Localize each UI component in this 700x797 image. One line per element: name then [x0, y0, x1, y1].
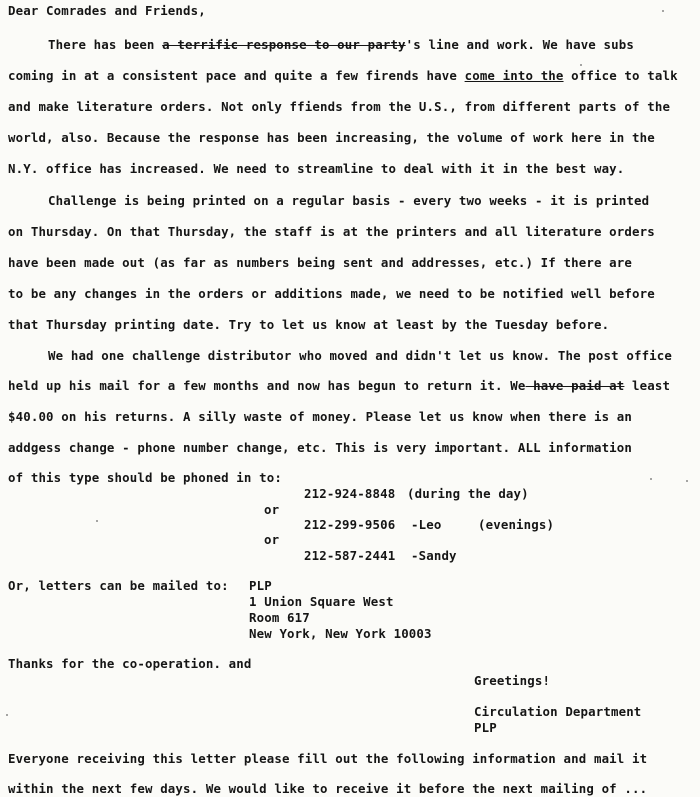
text-segment: office to talk — [563, 68, 678, 83]
salutation: Dear Comrades and Friends, — [8, 3, 206, 18]
paragraph-2-line-2: on Thursday. On that Thursday, the staff is at the printers and all literature orders — [8, 224, 655, 239]
struck-text: a terrific response to our party — [162, 37, 406, 52]
phone-note-evenings: (evenings) — [478, 517, 555, 532]
mail-address-line-2: 1 Union Square West — [249, 594, 394, 609]
phone-number-day: 212-924-8848 — [304, 486, 396, 501]
phone-name-sandy: -Sandy — [411, 548, 457, 563]
mail-address-line-1: PLP — [249, 578, 272, 593]
text-segment: 's line and work. We have subs — [405, 37, 634, 52]
paper-speck — [686, 480, 688, 482]
paper-speck — [650, 478, 652, 480]
phone-number-leo: 212-299-9506 — [304, 517, 396, 532]
paragraph-1-line-1 — [48, 37, 634, 52]
closing-line-1: Everyone receiving this letter please fill out the following information and mail it — [8, 751, 648, 766]
phone-number-sandy: 212-587-2441 — [304, 548, 396, 563]
mail-address-line-3: Room 617 — [249, 610, 310, 625]
paragraph-2-line-3: have been made out (as far as numbers being sent and addresses, etc.) If there are — [8, 255, 633, 270]
or-separator: or — [264, 532, 280, 547]
mail-intro: Or, letters can be mailed to: — [8, 578, 229, 593]
signature-org: PLP — [474, 720, 497, 735]
thanks-line: Thanks for the co-operation. and — [8, 656, 252, 671]
paragraph-2-line-1: Challenge is being printed on a regular basis - every two weeks - it is printed — [48, 193, 650, 208]
paragraph-1-line-5: N.Y. office has increased. We need to streamline to deal with it in the best way. — [8, 161, 625, 176]
paper-speck — [662, 10, 664, 12]
paragraph-3-line-3: $40.00 on his returns. A silly waste of money. Please let us know when there is an — [8, 409, 633, 424]
paragraph-1-line-4: world, also. Because the response has been increasing, the volume of work here in the — [8, 130, 655, 145]
paragraph-3-line-4: addgess change - phone number change, etc. This is very important. ALL information — [8, 440, 633, 455]
paragraph-1-line-2 — [8, 68, 678, 83]
paragraph-1-line-3: and make literature orders. Not only ffiends from the U.S., from different parts of the — [8, 99, 671, 114]
underlined-text: come into the — [464, 68, 564, 83]
struck-text: have paid at — [525, 378, 625, 393]
closing-line-2: within the next few days. We would like to receive it before the next mailing of ... — [8, 781, 648, 796]
paragraph-3-line-5: of this type should be phoned in to: — [8, 470, 282, 485]
paper-speck — [96, 520, 98, 522]
paragraph-3-line-1: We had one challenge distributor who moved and didn't let us know. The post office — [48, 348, 673, 363]
paper-speck — [6, 714, 8, 716]
or-separator: or — [264, 502, 280, 517]
paragraph-3-line-2 — [8, 378, 670, 393]
phone-name-leo: -Leo — [411, 517, 442, 532]
text-segment: There has been — [48, 37, 163, 52]
signature-department: Circulation Department — [474, 704, 642, 719]
phone-note-day: (during the day) — [407, 486, 529, 501]
text-segment: coming in at a consistent pace and quite a few firends have — [8, 68, 465, 83]
text-segment: held up his mail for a few months and now has begun to return it. We — [8, 378, 526, 393]
paragraph-2-line-5: that Thursday printing date. Try to let us know at least by the Tuesday before. — [8, 317, 610, 332]
paper-speck — [580, 64, 582, 66]
text-segment: least — [624, 378, 671, 393]
mail-address-line-4: New York, New York 10003 — [249, 626, 432, 641]
greeting: Greetings! — [474, 673, 551, 688]
paragraph-2-line-4: to be any changes in the orders or additions made, we need to be notified well before — [8, 286, 655, 301]
